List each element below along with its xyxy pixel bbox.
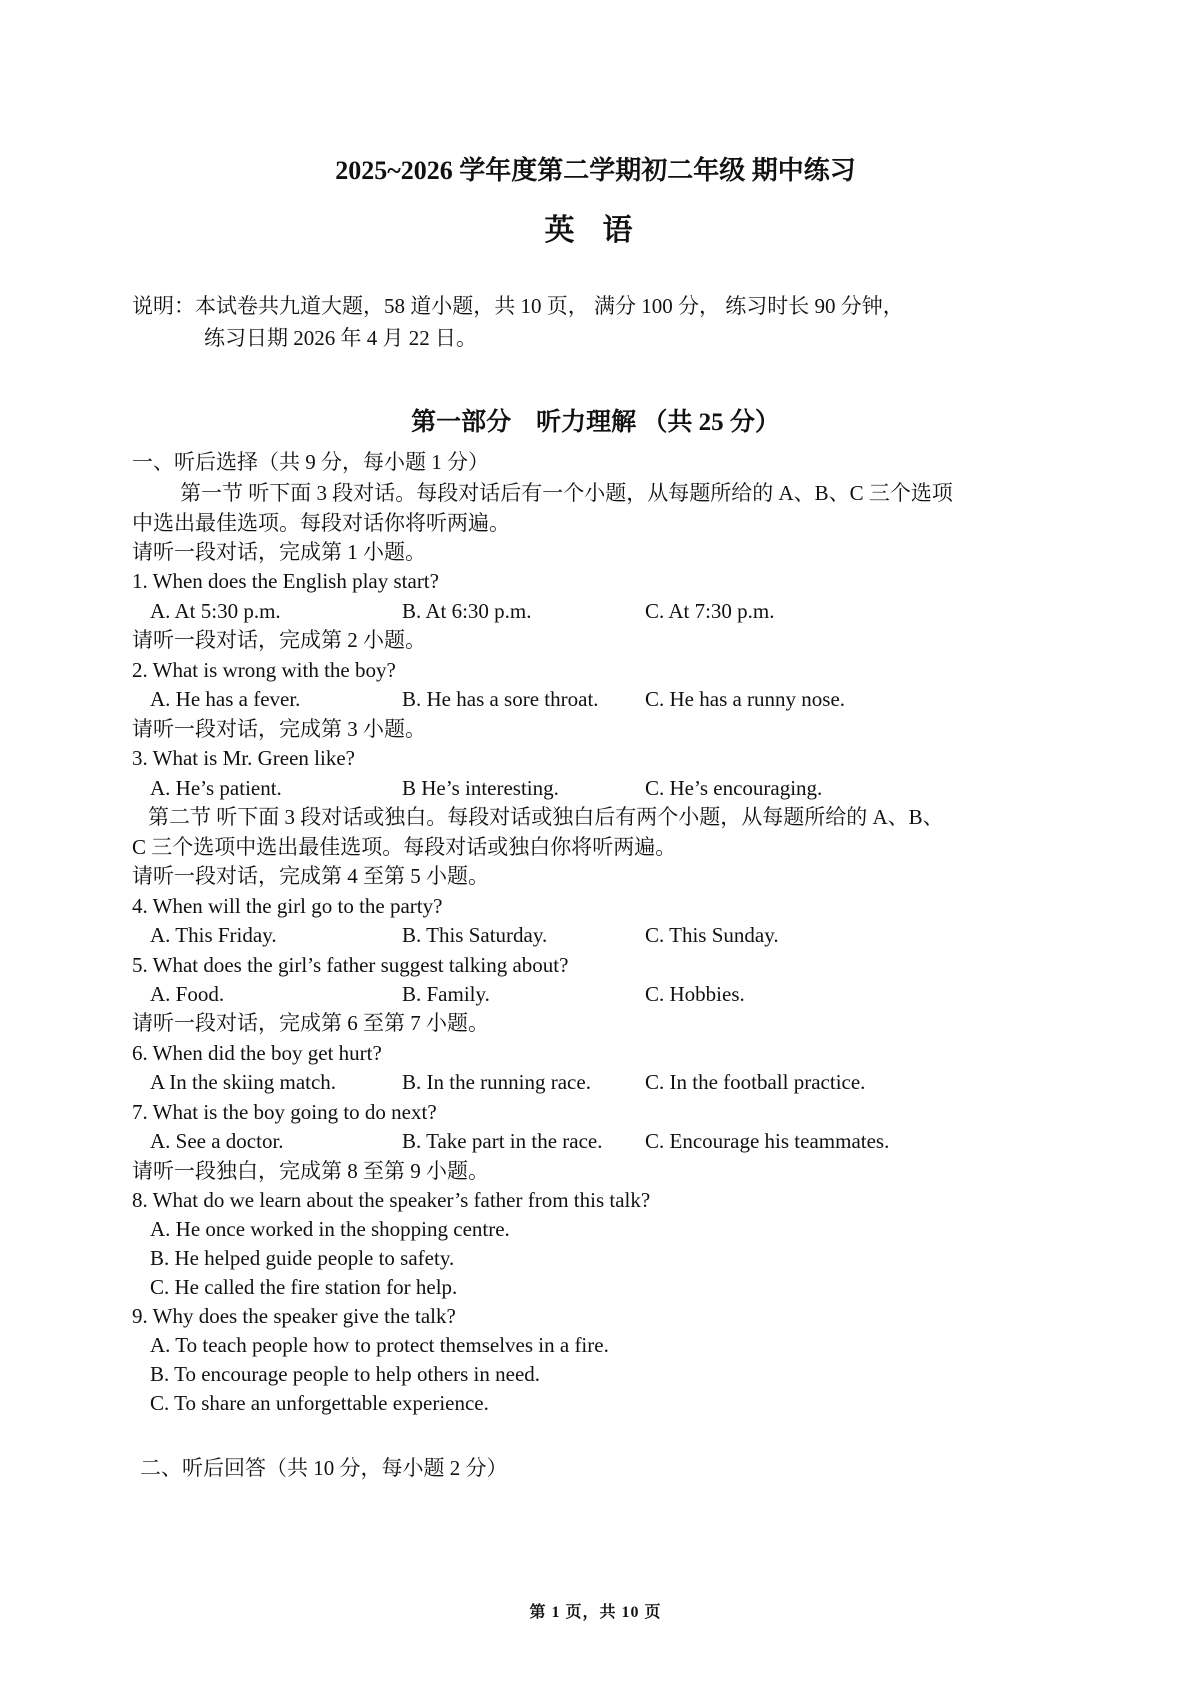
question-2-stem: 2. What is wrong with the boy? (132, 658, 396, 682)
question-3-option-a: A. He’s patient. (150, 776, 282, 800)
question-8-option-b: B. He helped guide people to safety. (150, 1246, 455, 1270)
section2-title: 二、听后回答（共 10 分，每小题 2 分） (140, 1456, 508, 1480)
prompt-q4-5: 请听一段对话，完成第 4 至第 5 小题。 (132, 864, 489, 888)
question-2-options (0, 684, 1191, 714)
question-6-option-a: A In the skiing match. (150, 1070, 337, 1094)
part1-title: 第一部分 听力理解 （共 25 分） (411, 409, 780, 436)
prompt-q8-9: 请听一段独白，完成第 8 至第 9 小题。 (132, 1159, 489, 1183)
question-6-option-c: C. In the football practice. (645, 1070, 866, 1094)
question-6-options (0, 1067, 1191, 1097)
question-4-option-b: B. This Saturday. (402, 923, 548, 947)
question-3-option-c: C. He’s encouraging. (645, 776, 823, 800)
section1-title: 一、听后选择（共 9 分，每小题 1 分） (132, 450, 489, 474)
question-7-stem: 7. What is the boy going to do next? (132, 1100, 437, 1124)
question-4-stem: 4. When will the girl go to the party? (132, 894, 443, 918)
question-1-option-a: A. At 5:30 p.m. (150, 599, 281, 623)
question-2-option-a: A. He has a fever. (150, 687, 301, 711)
question-5-option-a: A. Food. (150, 982, 225, 1006)
prompt-q1: 请听一段对话，完成第 1 小题。 (132, 540, 426, 564)
question-8-stem: 8. What do we learn about the speaker’s father from this talk? (132, 1188, 651, 1212)
question-4-options (0, 920, 1191, 950)
page-indicator: 第 1 页，共 10 页 (529, 1604, 662, 1621)
question-1-option-b: B. At 6:30 p.m. (402, 599, 532, 623)
question-9-option-c: C. To share an unforgettable experience. (150, 1391, 489, 1415)
question-1-stem: 1. When does the English play start? (132, 569, 439, 593)
question-2-option-c: C. He has a runny nose. (645, 687, 846, 711)
section1-sub1-intro-line2: 中选出最佳选项。每段对话你将听两遍。 (132, 511, 510, 535)
prompt-q3: 请听一段对话，完成第 3 小题。 (132, 717, 426, 741)
section1-sub1-intro-line1: 第一节 听下面 3 段对话。每段对话后有一个小题，从每题所给的 A、B、C 三个选项 (180, 481, 953, 505)
section1-sub2-intro-line1: 第二节 听下面 3 段对话或独白。每段对话或独白后有两个小题，从每题所给的 A、B、 (148, 805, 944, 829)
question-5-options (0, 979, 1191, 1009)
question-7-option-a: A. See a doctor. (150, 1129, 284, 1153)
question-5-stem: 5. What does the girl’s father suggest talking about? (132, 953, 569, 977)
exam-subject: 英语 (544, 214, 661, 247)
question-9-option-b: B. To encourage people to help others in need. (150, 1362, 541, 1386)
question-1-options (0, 596, 1191, 626)
section1-sub2-intro-line2: C 三个选项中选出最佳选项。每段对话或独白你将听两遍。 (132, 835, 677, 859)
question-8-option-c: C. He called the fire station for help. (150, 1275, 458, 1299)
instructions (132, 290, 904, 354)
question-7-options (0, 1126, 1191, 1156)
question-3-stem: 3. What is Mr. Green like? (132, 746, 355, 770)
prompt-q6-7: 请听一段对话，完成第 6 至第 7 小题。 (132, 1011, 489, 1035)
question-4-option-a: A. This Friday. (150, 923, 277, 947)
question-9-stem: 9. Why does the speaker give the talk? (132, 1304, 456, 1328)
instructions-line-1: 说明：本试卷共九道大题，58 道小题，共 10 页， 满分 100 分， 练习时长 90 分钟， (132, 294, 904, 318)
question-2-option-b: B. He has a sore throat. (402, 687, 599, 711)
instructions-line-2: 练习日期 2026 年 4 月 22 日。 (204, 326, 477, 350)
question-3-options (0, 773, 1191, 803)
question-4-option-c: C. This Sunday. (645, 923, 779, 947)
question-6-option-b: B. In the running race. (402, 1070, 591, 1094)
question-6-stem: 6. When did the boy get hurt? (132, 1041, 382, 1065)
question-5-option-b: B. Family. (402, 982, 490, 1006)
question-7-option-b: B. Take part in the race. (402, 1129, 603, 1153)
question-1-option-c: C. At 7:30 p.m. (645, 599, 775, 623)
question-8-option-a: A. He once worked in the shopping centre. (150, 1217, 510, 1241)
prompt-q2: 请听一段对话，完成第 2 小题。 (132, 628, 426, 652)
question-7-option-c: C. Encourage his teammates. (645, 1129, 890, 1153)
question-9-option-a: A. To teach people how to protect themselves in a fire. (150, 1333, 609, 1357)
question-3-option-b: B He’s interesting. (402, 776, 559, 800)
question-5-option-c: C. Hobbies. (645, 982, 745, 1006)
exam-title: 2025~2026 学年度第二学期初二年级 期中练习 (335, 156, 856, 185)
